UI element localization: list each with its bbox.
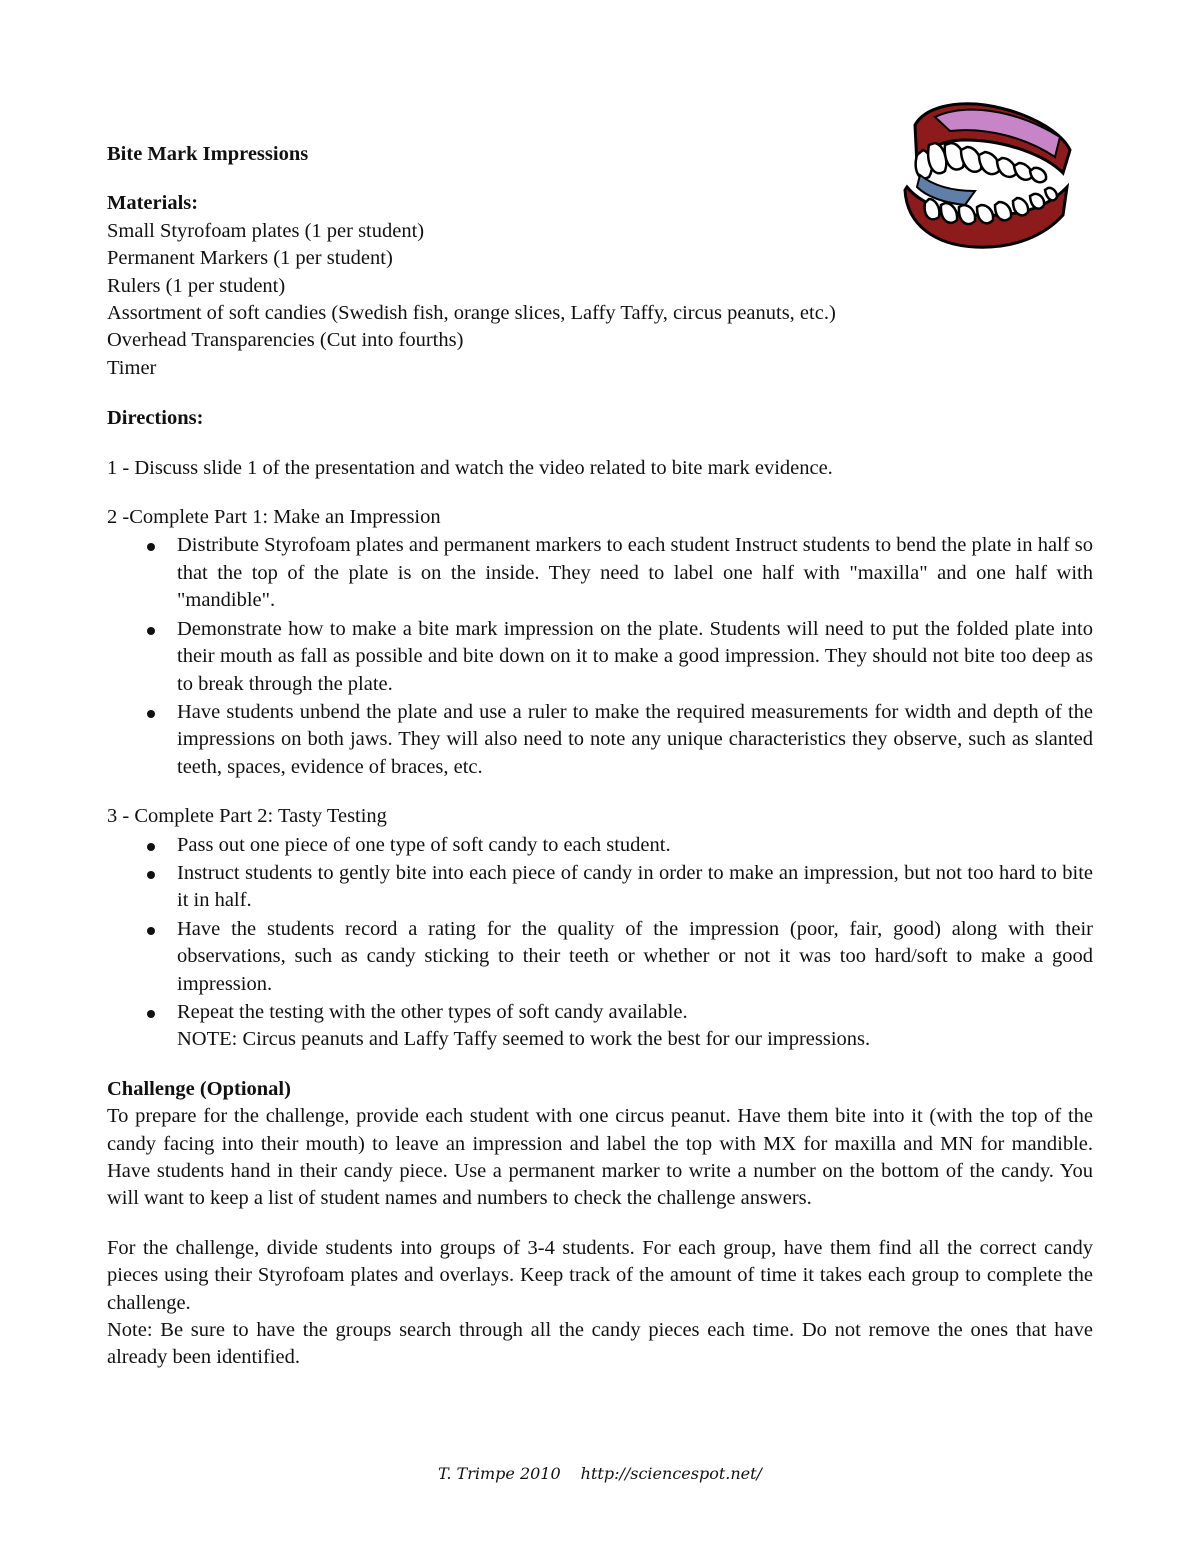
- list-item-text: Instruct students to gently bite into each piece of candy in order to make an impression, but not too hard to bite it in half.: [177, 861, 1093, 912]
- list-item-text: Distribute Styrofoam plates and permanent markers to each student Instruct students to bend the plate in half so that the top of the plate is on the inside. They need to label one half with "maxilla" and one half with "mandible".: [177, 534, 1093, 612]
- directions-heading: Directions:: [107, 407, 204, 430]
- bullet-icon: [147, 927, 155, 935]
- list-item-text: Pass out one piece of one type of soft candy to each student.: [177, 833, 671, 856]
- list-item: [107, 616, 1093, 698]
- bullet-icon: [147, 1010, 155, 1018]
- document-body: [107, 141, 1093, 1372]
- bullet-icon: [147, 710, 155, 718]
- list-item: [107, 999, 1093, 1026]
- step-3-list: [107, 832, 1093, 1027]
- challenge-paragraph-3: Note: Be sure to have the groups search through all the candy pieces each time. Do not remove the ones that have already been identified.: [107, 1319, 1093, 1369]
- list-item-text: Demonstrate how to make a bite mark impression on the plate. Students will need to put the folded plate into their mouth as fall as possible and bite down on it to make a good impression. They should not bite too deep as to break through the plate.: [177, 617, 1093, 695]
- list-item: [107, 699, 1093, 781]
- list-item: [107, 532, 1093, 614]
- list-item: [107, 916, 1093, 998]
- materials-item: Overhead Transparencies (Cut into fourths): [107, 329, 464, 352]
- bullet-icon: [147, 543, 155, 551]
- challenge-heading: Challenge (Optional): [107, 1077, 291, 1100]
- direction-step-3-heading: 3 - Complete Part 2: Tasty Testing: [107, 805, 387, 828]
- footer-author: T. Trimpe 2010: [438, 1464, 561, 1483]
- list-item-text: Have the students record a rating for the quality of the impression (poor, fair, good) along with their observations, such as candy sticking to their teeth or whether or not it was too hard/soft to make a good impression.: [177, 917, 1093, 995]
- materials-heading: Materials:: [107, 192, 199, 215]
- bullet-icon: [147, 843, 155, 851]
- list-item-text: Repeat the testing with the other types of soft candy available.: [177, 1000, 688, 1023]
- list-item: [107, 860, 1093, 915]
- step-2-list: [107, 532, 1093, 781]
- footer-url[interactable]: http://sciencespot.net/: [580, 1464, 762, 1483]
- materials-item: Small Styrofoam plates (1 per student): [107, 219, 425, 242]
- page-title: Bite Mark Impressions: [107, 143, 309, 165]
- materials-item: Timer: [107, 356, 157, 379]
- challenge-paragraph-2: For the challenge, divide students into groups of 3-4 students. For each group, have them find all the correct candy pieces using their Styrofoam plates and overlays. Keep track of the amount of time it takes each group to complete the challenge.: [107, 1236, 1093, 1314]
- direction-step-2-heading: 2 -Complete Part 1: Make an Impression: [107, 506, 441, 529]
- direction-step-1: 1 - Discuss slide 1 of the presentation and watch the video related to bite mark evidence.: [107, 456, 833, 479]
- bullet-icon: [147, 627, 155, 635]
- step-3-note: NOTE: Circus peanuts and Laffy Taffy seemed to work the best for our impressions.: [177, 1028, 871, 1051]
- page-footer: [0, 1460, 1200, 1487]
- bullet-icon: [147, 871, 155, 879]
- challenge-paragraph-1: To prepare for the challenge, provide each student with one circus peanut. Have them bite into it (with the top of the candy facing into their mouth) to leave an impression and label the top with MX for maxilla and MN for mandible. Have students hand in their candy piece. Use a permanent marker to write a number on the bottom of the candy. You will want to keep a list of student names and numbers to check the challenge answers.: [107, 1105, 1093, 1210]
- materials-item: Permanent Markers (1 per student): [107, 247, 393, 270]
- materials-item: Assortment of soft candies (Swedish fish, orange slices, Laffy Taffy, circus peanuts, etc.): [107, 302, 836, 325]
- list-item-text: Have students unbend the plate and use a ruler to make the required measurements for width and depth of the impressions on both jaws. They will also need to note any unique characteristics they observe, such as slanted teeth, spaces, evidence of braces, etc.: [177, 700, 1093, 778]
- list-item: [107, 832, 1093, 859]
- materials-item: Rulers (1 per student): [107, 274, 286, 297]
